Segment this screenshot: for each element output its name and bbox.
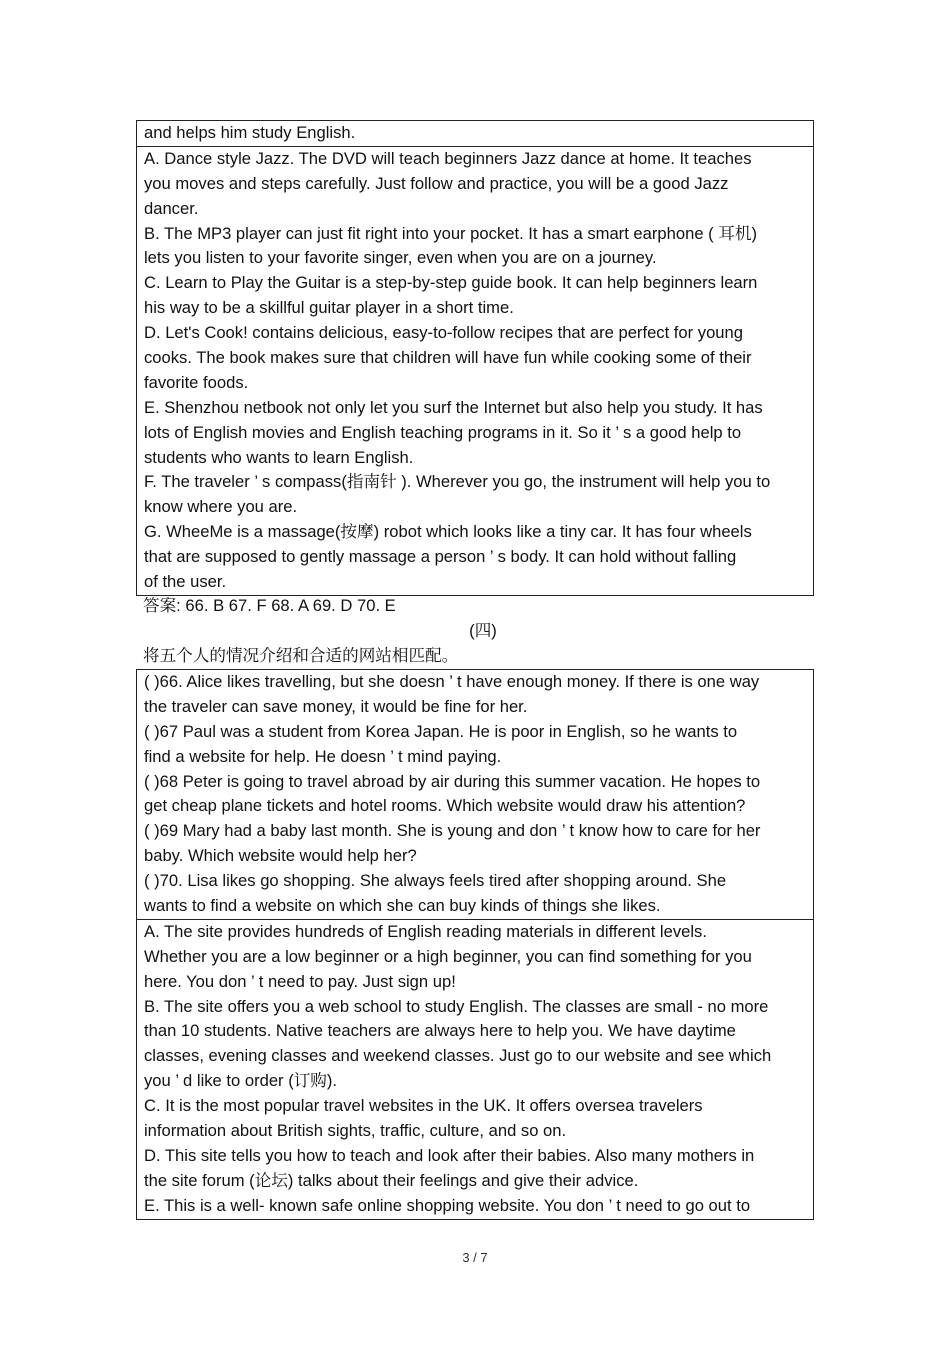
website-options-cell [137,919,813,1219]
option-line: information about British sights, traffic, culture, and so on. [144,1121,567,1141]
questions-cell [137,670,813,919]
text-line: his way to be a skillful guitar player in a short time. [144,298,514,318]
instruction: 将五个人的情况介绍和合适的网站相匹配。 [143,645,459,665]
question-line: ( )69 Mary had a baby last month. She is young and don ’ t know how to care for her [144,821,761,841]
text-line: that are supposed to gently massage a person ’ s body. It can hold without falling [144,547,737,567]
product-descriptions-cell [137,146,813,595]
text-line: of the user. [144,572,227,592]
option-line: classes, evening classes and weekend classes. Just go to our website and see which [144,1046,772,1066]
text-line: A. Dance style Jazz. The DVD will teach beginners Jazz dance at home. It teaches [144,148,752,168]
question-line: the traveler can save money, it would be fine for her. [144,696,528,716]
text-line: C. Learn to Play the Guitar is a step-by-step guide book. It can help beginners learn [144,273,758,293]
text-line: lets you listen to your favorite singer, even when you are on a journey. [144,248,657,268]
question-line: ( )70. Lisa likes go shopping. She always feels tired after shopping around. She [144,871,727,891]
table-header-cell [137,121,813,146]
option-line: B. The site offers you a web school to study English. The classes are small - no more [144,996,769,1016]
option-line: A. The site provides hundreds of English reading materials in different levels. [144,921,707,941]
question-line: wants to find a website on which she can buy kinds of things she likes. [144,896,661,916]
text-line: know where you are. [144,497,298,517]
text-line: you moves and steps carefully. Just follow and practice, you will be a good Jazz [144,173,729,193]
text-line: favorite foods. [144,372,249,392]
text-line: B. The MP3 player can just fit right into your pocket. It has a smart earphone ( 耳机) [144,223,758,243]
option-line: the site forum (论坛) talks about their feelings and give their advice. [144,1170,639,1190]
answer-key: 答案: 66. B 67. F 68. A 69. D 70. E [143,596,396,615]
question-line: ( )67 Paul was a student from Korea Japan. He is poor in English, so he wants to [144,721,738,741]
option-line: E. This is a well- known safe online shopping website. You don ’ t need to go out to [144,1195,751,1215]
option-line: D. This site tells you how to teach and look after their babies. Also many mothers in [144,1145,755,1165]
question-line: get cheap plane tickets and hotel rooms. Which website would draw his attention? [144,796,746,816]
text-line: cooks. The book makes sure that children will have fun while cooking some of their [144,348,752,368]
matching-table [136,669,814,1220]
option-line: than 10 students. Native teachers are always here to help you. We have daytime [144,1021,736,1041]
page-number: 3 / 7 [462,1250,488,1265]
text-line: F. The traveler ’ s compass(指南针 ). Wherever you go, the instrument will help you to [144,472,771,492]
text-line: lots of English movies and English teaching programs in it. So it ’ s a good help to [144,422,742,442]
option-line: Whether you are a low beginner or a high beginner, you can find something for you [144,946,752,966]
question-line: ( )66. Alice likes travelling, but she doesn ’ t have enough money. If there is one way [144,672,760,691]
option-line: C. It is the most popular travel websites in the UK. It offers oversea travelers [144,1096,703,1116]
option-line: here. You don ’ t need to pay. Just sign up! [144,971,456,991]
section-number: (四) [469,620,497,640]
answers-section [143,594,823,669]
option-line: you ’ d like to order (订购). [144,1071,338,1091]
question-line: ( )68 Peter is going to travel abroad by air during this summer vacation. He hopes to [144,771,761,791]
text-line: students who wants to learn English. [144,447,414,467]
question-line: baby. Which website would help her? [144,846,417,866]
text-line: D. Let's Cook! contains delicious, easy-to-follow recipes that are perfect for young [144,323,743,343]
text-line: G. WheeMe is a massage(按摩) robot which looks like a tiny car. It has four wheels [144,522,752,542]
question-line: find a website for help. He doesn ’ t mind paying. [144,746,502,766]
text-line: E. Shenzhou netbook not only let you surf the Internet but also help you study. It has [144,397,763,417]
text-line: and helps him study English. [144,123,356,142]
text-line: dancer. [144,198,199,218]
product-options-table [136,120,814,596]
